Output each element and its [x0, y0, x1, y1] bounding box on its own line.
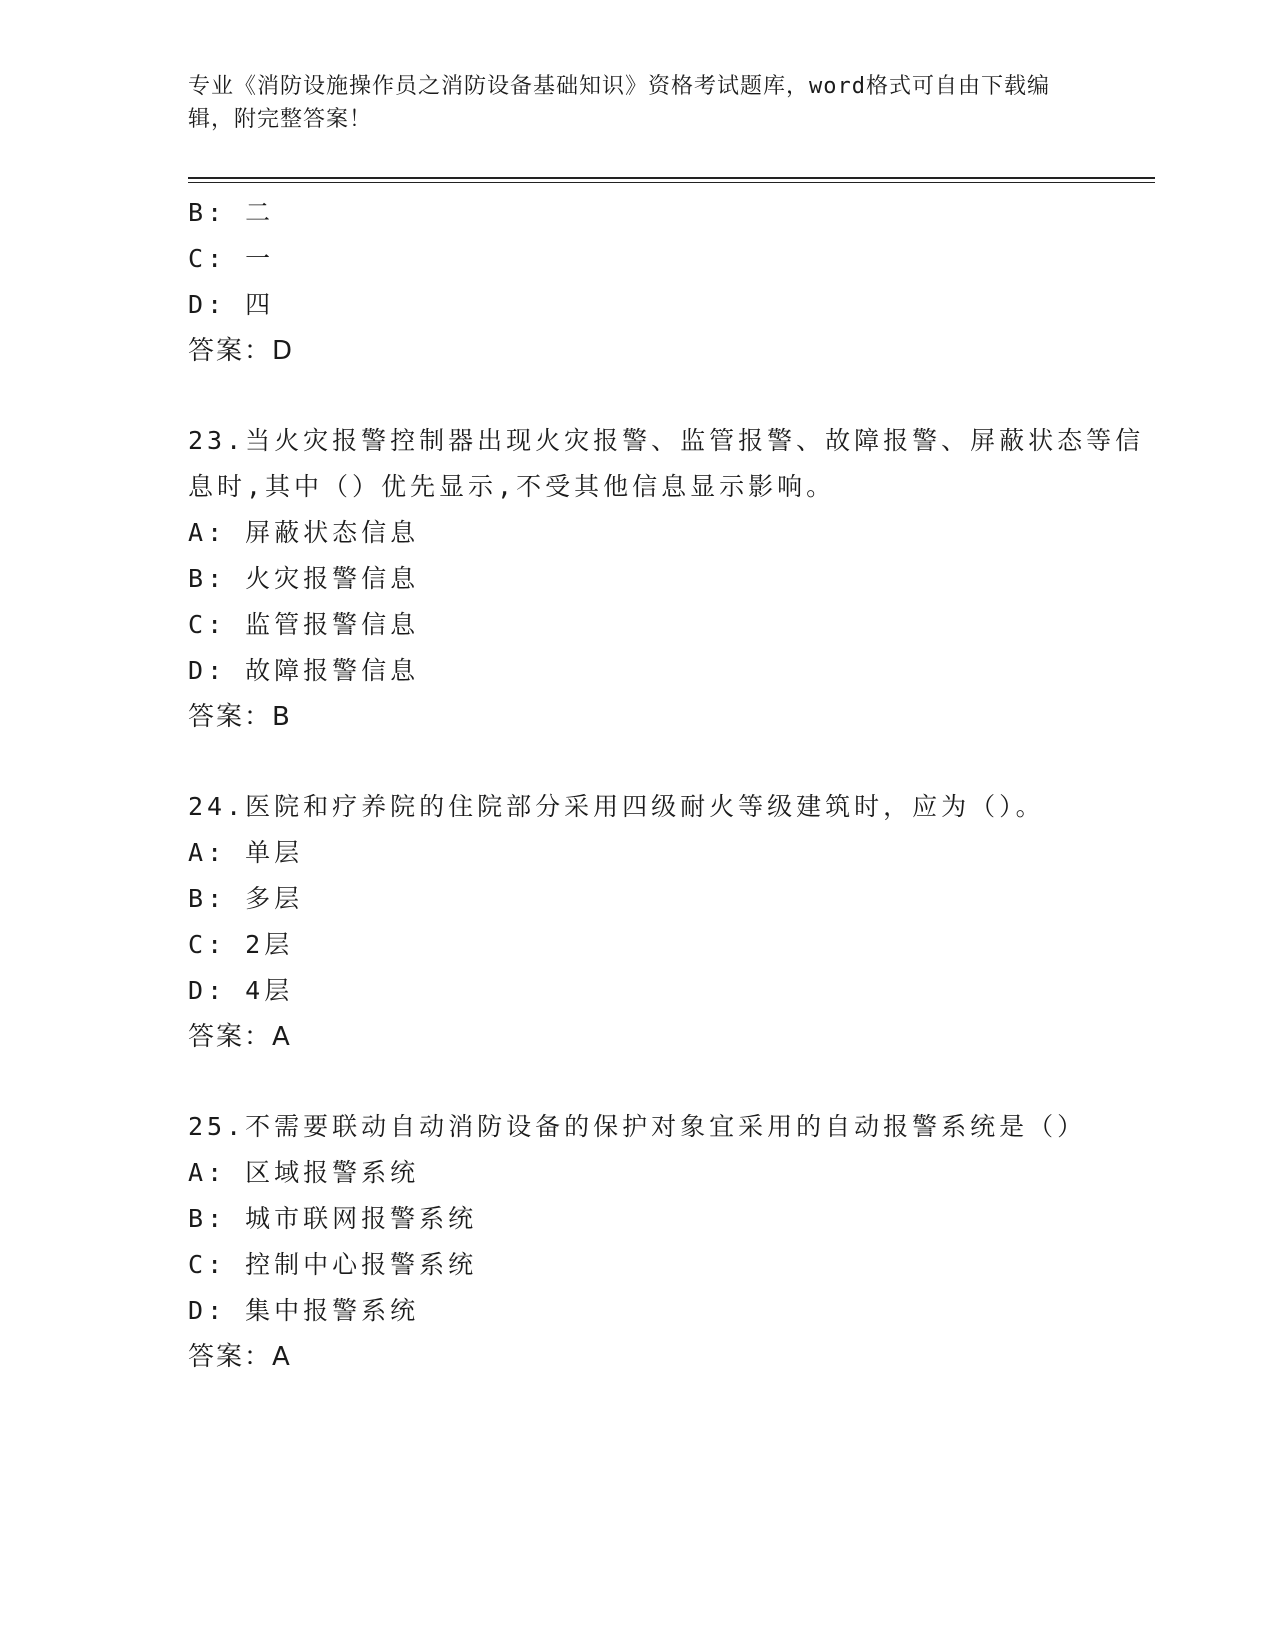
answer-label: 答案： [188, 1342, 273, 1372]
option-label: C [188, 244, 208, 273]
option-text: 单层 [245, 838, 304, 867]
spacer [188, 740, 1148, 784]
question-stem [188, 1104, 1148, 1150]
question-list [188, 190, 1148, 1380]
answer-value: A [272, 1342, 292, 1372]
question-number: 24. [188, 792, 246, 821]
option-label: D [188, 290, 208, 319]
option-text: 多层 [245, 884, 304, 913]
option-label: B [188, 1204, 208, 1233]
question-stem [188, 784, 1148, 830]
answer-value: B [272, 702, 292, 732]
option-text: 故障报警信息 [245, 656, 420, 685]
option-a: A: 屏蔽状态信息 [188, 518, 420, 547]
option-label: D [188, 656, 208, 685]
option-text: 二 [245, 198, 275, 227]
option-text: 屏蔽状态信息 [245, 518, 420, 547]
carryover-block [188, 190, 1148, 374]
question-number: 23. [188, 426, 246, 455]
option-text: 区域报警系统 [245, 1158, 420, 1187]
spacer [188, 374, 1148, 418]
question-25 [188, 1104, 1148, 1380]
answer-line [188, 1334, 1148, 1380]
header-divider-thick [188, 177, 1155, 179]
option-label: C [188, 610, 208, 639]
header-divider-thin [188, 182, 1155, 183]
option-label: A [188, 838, 208, 867]
option-d: D: 四 [188, 290, 275, 319]
question-text: 当火灾报警控制器出现火灾报警、监管报警、故障报警、屏蔽状态等信息时,其中（）优先显示,不受其他信息显示影响。 [188, 426, 1145, 501]
option-label: B [188, 884, 208, 913]
question-text: 医院和疗养院的住院部分采用四级耐火等级建筑时，应为（）。 [245, 792, 1045, 821]
option-b: B: 火灾报警信息 [188, 564, 420, 593]
option-text: 一 [245, 244, 275, 273]
option-text: 火灾报警信息 [245, 564, 420, 593]
option-b: B: 多层 [188, 884, 304, 913]
option-b: B: 二 [188, 198, 275, 227]
answer-value: D [272, 336, 295, 366]
option-label: B [188, 564, 208, 593]
option-label: D [188, 1296, 208, 1325]
document-header [188, 70, 1088, 136]
option-label: C [188, 1250, 208, 1279]
question-text: 不需要联动自动消防设备的保护对象宜采用的自动报警系统是（） [245, 1112, 1087, 1141]
option-d: D: 4层 [188, 976, 294, 1005]
option-text: 控制中心报警系统 [245, 1250, 478, 1279]
option-label: A [188, 518, 208, 547]
option-c: C: 一 [188, 244, 275, 273]
option-label: C [188, 930, 208, 959]
option-label: B [188, 198, 208, 227]
answer-label: 答案： [188, 1022, 273, 1052]
option-text: 集中报警系统 [245, 1296, 420, 1325]
question-24 [188, 784, 1148, 1060]
answer-line [188, 694, 1148, 740]
answer-line [188, 1014, 1148, 1060]
option-b: B: 城市联网报警系统 [188, 1204, 478, 1233]
question-stem [188, 418, 1148, 510]
option-text: 2层 [245, 930, 294, 959]
option-text: 4层 [245, 976, 294, 1005]
option-label: D [188, 976, 208, 1005]
question-number: 25. [188, 1112, 246, 1141]
question-23 [188, 418, 1148, 740]
option-label: A [188, 1158, 208, 1187]
option-text: 监管报警信息 [245, 610, 420, 639]
option-d: D: 故障报警信息 [188, 656, 420, 685]
option-c: C: 2层 [188, 930, 294, 959]
spacer [188, 1060, 1148, 1104]
answer-line [188, 328, 1148, 374]
option-d: D: 集中报警系统 [188, 1296, 420, 1325]
option-c: C: 监管报警信息 [188, 610, 420, 639]
option-text: 四 [245, 290, 275, 319]
option-a: A: 区域报警系统 [188, 1158, 420, 1187]
answer-label: 答案： [188, 336, 273, 366]
header-text: 专业《消防设施操作员之消防设备基础知识》资格考试题库，word格式可自由下载编辑，附完整答案！ [188, 74, 1050, 132]
option-c: C: 控制中心报警系统 [188, 1250, 478, 1279]
answer-label: 答案： [188, 702, 273, 732]
answer-value: A [272, 1022, 292, 1052]
option-text: 城市联网报警系统 [245, 1204, 478, 1233]
option-a: A: 单层 [188, 838, 304, 867]
